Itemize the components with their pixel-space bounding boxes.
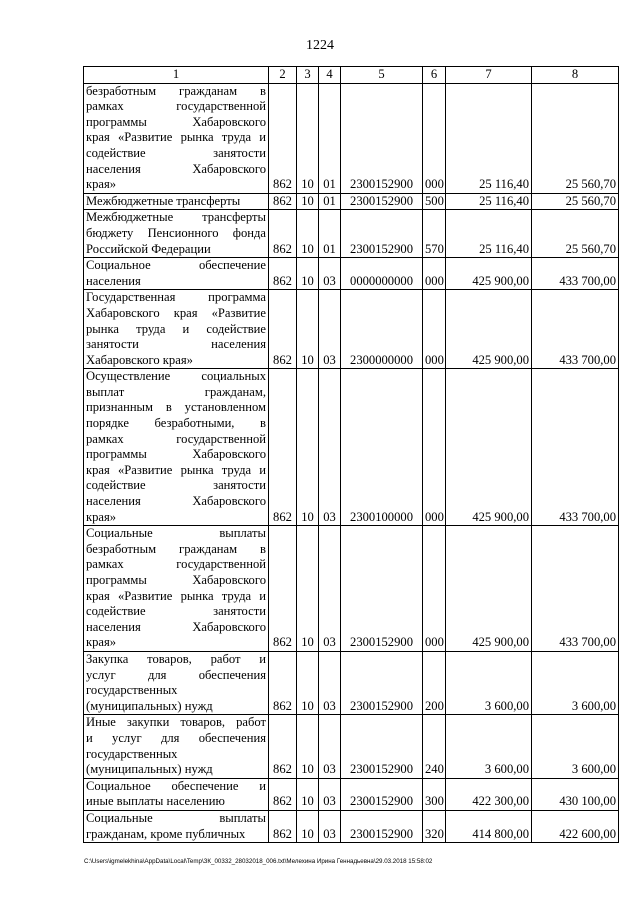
cell-c7: 25 116,40 — [446, 210, 532, 258]
description-line: (муниципальных) нужд — [86, 698, 213, 713]
description-line: выплат гражданам, — [86, 384, 266, 399]
description-line: государственных — [86, 746, 178, 761]
row-description — [84, 83, 269, 193]
cell-c5: 2300152900 — [341, 210, 423, 258]
cell-c3: 10 — [297, 290, 319, 369]
cell-c3: 10 — [297, 258, 319, 290]
cell-c7: 425 900,00 — [446, 369, 532, 526]
cell-c3: 10 — [297, 210, 319, 258]
table-row — [84, 778, 619, 810]
header-cell: 5 — [341, 67, 423, 84]
cell-c4: 03 — [319, 526, 341, 652]
cell-c6: 300 — [423, 778, 446, 810]
cell-c7: 425 900,00 — [446, 258, 532, 290]
row-description — [84, 651, 269, 714]
description-line: Социальное обеспечение — [86, 258, 266, 273]
cell-c6: 320 — [423, 810, 446, 842]
cell-c6: 000 — [423, 290, 446, 369]
row-description — [84, 526, 269, 652]
description-line: края» — [86, 635, 117, 650]
budget-table — [83, 66, 619, 843]
cell-c3: 10 — [297, 810, 319, 842]
cell-c6: 500 — [423, 193, 446, 210]
description-line: гражданам, кроме публичных — [86, 826, 246, 841]
cell-c2: 862 — [269, 715, 297, 778]
row-description — [84, 810, 269, 842]
description-line: государственных — [86, 683, 178, 698]
description-line: программы Хабаровского — [86, 447, 266, 462]
cell-c8: 25 560,70 — [532, 83, 619, 193]
description-line: и услуг для обеспечения — [86, 730, 266, 745]
cell-c5: 2300152900 — [341, 778, 423, 810]
row-description — [84, 290, 269, 369]
cell-c8: 25 560,70 — [532, 193, 619, 210]
cell-c8: 25 560,70 — [532, 210, 619, 258]
table-row — [84, 210, 619, 258]
header-cell: 4 — [319, 67, 341, 84]
cell-c5: 2300152900 — [341, 715, 423, 778]
header-cell: 8 — [532, 67, 619, 84]
table-row — [84, 83, 619, 193]
footer-file-path: C:\Users\igmelekhina\AppData\Local\Temp\ЗК_00332_28032018_006.txt\Мелехина Ирина Геннадьевна\29.03.2018 15:58:02 — [84, 858, 433, 865]
cell-c6: 000 — [423, 83, 446, 193]
description-line: края «Развитие рынка труда и — [86, 130, 266, 145]
cell-c7: 25 116,40 — [446, 193, 532, 210]
cell-c8: 430 100,00 — [532, 778, 619, 810]
header-row — [84, 67, 619, 84]
cell-c4: 01 — [319, 193, 341, 210]
description-line: безработным гражданам в — [86, 83, 266, 98]
cell-c3: 10 — [297, 651, 319, 714]
description-line: рамках государственной — [86, 99, 266, 114]
cell-c2: 862 — [269, 778, 297, 810]
description-line: населения — [86, 273, 141, 288]
header-cell: 2 — [269, 67, 297, 84]
cell-c3: 10 — [297, 369, 319, 526]
description-line: Закупка товаров, работ и — [86, 651, 266, 666]
cell-c6: 240 — [423, 715, 446, 778]
cell-c3: 10 — [297, 526, 319, 652]
description-line: Социальные выплаты — [86, 526, 266, 541]
cell-c7: 425 900,00 — [446, 290, 532, 369]
description-line: безработным гражданам в — [86, 541, 266, 556]
table-row — [84, 810, 619, 842]
cell-c8: 433 700,00 — [532, 526, 619, 652]
cell-c4: 01 — [319, 83, 341, 193]
cell-c6: 000 — [423, 258, 446, 290]
cell-c3: 10 — [297, 193, 319, 210]
table-row — [84, 369, 619, 526]
cell-c3: 10 — [297, 778, 319, 810]
cell-c7: 422 300,00 — [446, 778, 532, 810]
cell-c2: 862 — [269, 526, 297, 652]
description-line: программы Хабаровского — [86, 114, 266, 129]
description-line: Государственная программа — [86, 290, 266, 305]
cell-c2: 862 — [269, 210, 297, 258]
cell-c7: 414 800,00 — [446, 810, 532, 842]
description-line: содействие занятости — [86, 478, 266, 493]
cell-c4: 01 — [319, 210, 341, 258]
description-line: программы Хабаровского — [86, 573, 266, 587]
row-description — [84, 715, 269, 778]
description-line: содействие занятости — [86, 604, 266, 619]
description-line: услуг для обеспечения — [86, 667, 266, 682]
cell-c3: 10 — [297, 715, 319, 778]
table-row — [84, 651, 619, 714]
description-line: Российской Федерации — [86, 241, 211, 256]
cell-c5: 2300152900 — [341, 651, 423, 714]
cell-c7: 3 600,00 — [446, 715, 532, 778]
description-line: Социальное обеспечение и — [86, 778, 266, 793]
cell-c5: 2300152900 — [341, 83, 423, 193]
table-row — [84, 258, 619, 290]
description-line: края «Развитие рынка труда и — [86, 462, 266, 477]
description-line: Межбюджетные трансферты — [86, 193, 241, 208]
cell-c4: 03 — [319, 810, 341, 842]
description-line: занятости населения — [86, 337, 266, 352]
description-line: населения Хабаровского — [86, 494, 266, 509]
table-row — [84, 290, 619, 369]
description-line: населения Хабаровского — [86, 161, 266, 176]
row-description — [84, 369, 269, 526]
table-row — [84, 193, 619, 210]
cell-c6: 570 — [423, 210, 446, 258]
cell-c2: 862 — [269, 258, 297, 290]
cell-c5: 2300152900 — [341, 193, 423, 210]
description-line: края «Развитие рынка труда и — [86, 588, 266, 603]
cell-c5: 2300152900 — [341, 810, 423, 842]
cell-c2: 862 — [269, 810, 297, 842]
cell-c8: 433 700,00 — [532, 258, 619, 290]
description-line: Хабаровского края «Развитие — [86, 305, 266, 320]
cell-c2: 862 — [269, 369, 297, 526]
cell-c8: 433 700,00 — [532, 290, 619, 369]
row-description — [84, 258, 269, 290]
description-line: рамках государственной — [86, 557, 266, 572]
cell-c8: 3 600,00 — [532, 715, 619, 778]
cell-c4: 03 — [319, 290, 341, 369]
description-line: признанным в установленном — [86, 400, 266, 415]
cell-c4: 03 — [319, 715, 341, 778]
row-description — [84, 210, 269, 258]
description-line: порядке безработными, в — [86, 416, 266, 431]
table-row — [84, 526, 619, 652]
cell-c7: 3 600,00 — [446, 651, 532, 714]
cell-c6: 000 — [423, 369, 446, 526]
cell-c4: 03 — [319, 651, 341, 714]
cell-c5: 0000000000 — [341, 258, 423, 290]
cell-c8: 422 600,00 — [532, 810, 619, 842]
description-line: Осуществление социальных — [86, 369, 266, 384]
description-line: Социальные выплаты — [86, 810, 266, 825]
page-number: 1224 — [306, 38, 334, 53]
cell-c2: 862 — [269, 83, 297, 193]
cell-c6: 000 — [423, 526, 446, 652]
cell-c5: 2300100000 — [341, 369, 423, 526]
header-cell: 1 — [84, 67, 269, 84]
cell-c4: 03 — [319, 258, 341, 290]
cell-c7: 25 116,40 — [446, 83, 532, 193]
description-line: рамках государственной — [86, 431, 266, 446]
cell-c5: 2300000000 — [341, 290, 423, 369]
description-line: рынка труда и содействие — [86, 321, 266, 336]
cell-c6: 200 — [423, 651, 446, 714]
header-cell: 3 — [297, 67, 319, 84]
description-line: края» — [86, 509, 117, 524]
header-cell: 6 — [423, 67, 446, 84]
cell-c8: 433 700,00 — [532, 369, 619, 526]
row-description — [84, 193, 269, 210]
cell-c2: 862 — [269, 290, 297, 369]
description-line: бюджету Пенсионного фонда — [86, 225, 266, 240]
header-cell: 7 — [446, 67, 532, 84]
description-line: Межбюджетные трансферты — [86, 210, 266, 225]
cell-c8: 3 600,00 — [532, 651, 619, 714]
cell-c4: 03 — [319, 369, 341, 526]
description-line: (муниципальных) нужд — [86, 762, 213, 777]
cell-c3: 10 — [297, 83, 319, 193]
description-line: населения Хабаровского — [86, 619, 266, 634]
description-line: содействие занятости — [86, 145, 266, 160]
description-line: края» — [86, 177, 117, 192]
table-row — [84, 715, 619, 778]
row-description — [84, 778, 269, 810]
cell-c2: 862 — [269, 651, 297, 714]
description-line: Иные закупки товаров, работ — [86, 715, 266, 730]
cell-c7: 425 900,00 — [446, 526, 532, 652]
cell-c4: 03 — [319, 778, 341, 810]
description-line: Хабаровского края» — [86, 352, 193, 367]
cell-c2: 862 — [269, 193, 297, 210]
cell-c5: 2300152900 — [341, 526, 423, 652]
description-line: иные выплаты населению — [86, 794, 225, 809]
